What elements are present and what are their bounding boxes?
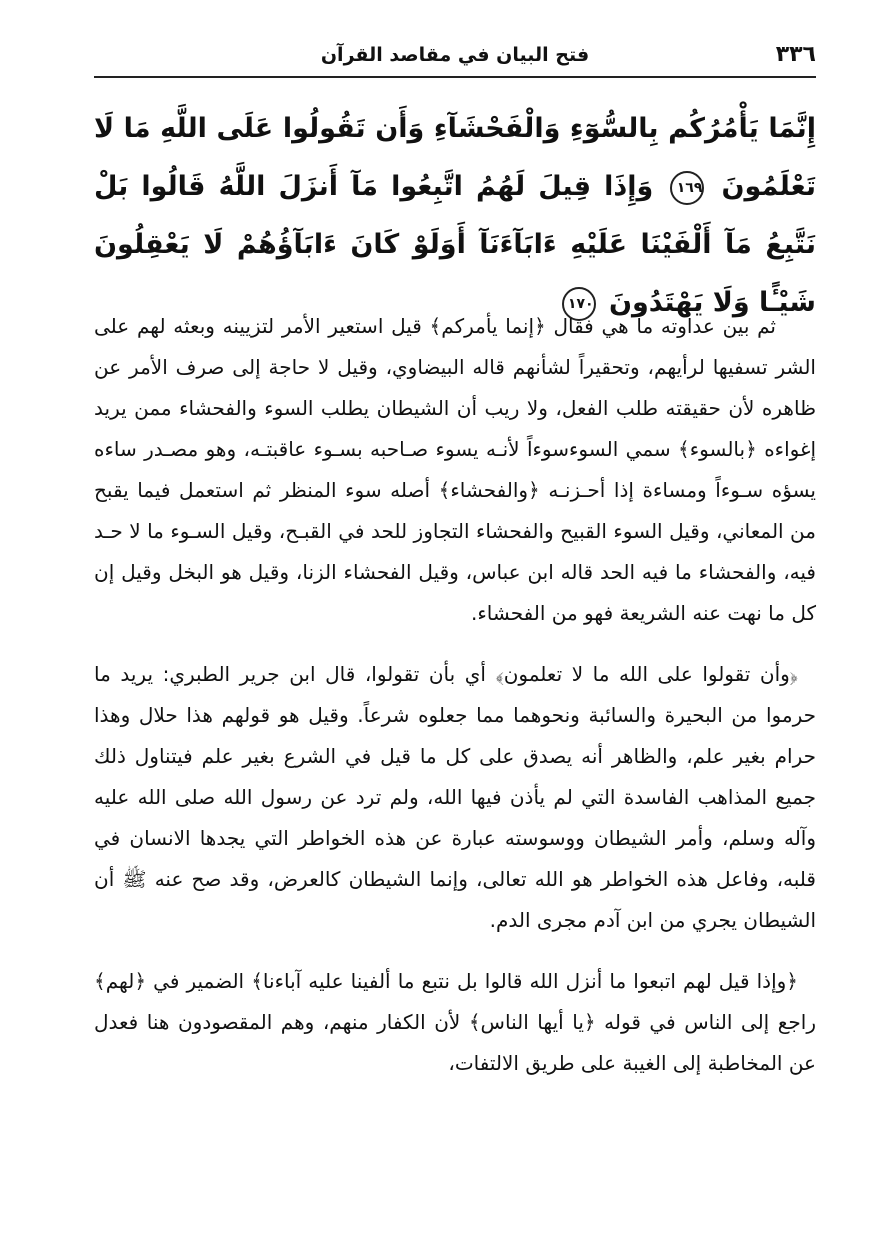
verse-text-169: إِنَّمَا يَأْمُرُكُم بِالسُّوٓءِ وَالْفَحْشَآءِ وَأَن تَقُولُوا عَلَى اللَّهِ مَا لَا تَعْلَمُونَ xyxy=(94,113,816,202)
commentary-paragraph: ﴿وإذا قيل لهم اتبعوا ما أنزل الله قالوا بل نتبع ما ألفينا عليه آباءنا﴾ الضمير في ﴿لهم﴾ راجع إلى الناس في قوله ﴿يا أيها الناس﴾ لأن الكفار منهم، وهم المقصودون هنا فعدل عن المخاطبة إلى الغيبة على طريق الالتفات، xyxy=(94,969,816,1075)
page-header xyxy=(94,40,816,76)
commentary-paragraph: ثم بين عداوته ما هي فقال ﴿إنما يأمركم﴾ قيل استعير الأمر لتزيينه وبعثه لهم على الشر تسفيها لرأيهم، وتحقيراً لشأنهم قاله البيضاوي، وقيل لا حاجة إلى صرف الأمر عن ظاهره لأن حقيقته طلب الفعل، ولا ريب أن الشيطان يطلب السوء والفحشاء ممن يريد إغواءه ﴿بالسوء﴾ سمي السوءسوءاً لأنـه يسوء صـاحبه بسـوء عاقبتـه، وهو مصـدر ساءه يسؤه سـوءاً ومساءة إذا أحـزنـه ﴿والفحشاء﴾ أصله سوء المنظر ثم استعمل فيما يقبح من المعاني، وقيل السوء القبيح والفحشاء التجاوز للحد في القبـح، وقيل السـوء ما لا حـد فيه، والفحشاء ما فيه الحد قاله ابن عباس، وقيل الفحشاء الزنا، وقيل هو البخل وقيل إن كل ما نهت عنه الشريعة فهو من الفحشاء. xyxy=(94,314,816,625)
running-title: فتح البيان في مقاصد القرآن xyxy=(320,44,590,66)
header-rule xyxy=(94,76,816,78)
page-number: ٣٣٦ xyxy=(775,42,816,67)
ayah-number-marker: ١٧٠ xyxy=(562,287,596,321)
ayah-number-marker: ١٦٩ xyxy=(670,171,704,205)
verse-text-170: وَإِذَا قِيلَ لَهُمُ اتَّبِعُوا مَآ أَنزَلَ اللَّهُ قَالُوا بَلْ نَتَّبِعُ مَآ أَلْفَيْنَا عَلَيْهِ ءَابَآءَنَآ أَوَلَوْ كَانَ ءَابَآؤُهُمْ لَا يَعْقِلُونَ شَيْـًٔا وَلَا يَهْتَدُونَ xyxy=(94,171,816,318)
quran-verse-block xyxy=(94,100,816,332)
commentary-body xyxy=(94,306,816,1102)
commentary-paragraph: ﴿وأن تقولوا على الله ما لا تعلمون﴾ أي بأن تقولوا، قال ابن جرير الطبري: يريد ما حرموا من البحيرة والسائبة ونحوهما مما جعلوه شرعاً. وقيل هو قولهم هذا حلال وهذا حرام بغير علم، والظاهر أنه يصدق على كل ما قيل في الشرع بغير علم فيتناول ذلك جميع المذاهب الفاسدة التي لم يأذن فيها الله، ولم ترد عن رسول الله صلى الله عليه وآله وسلم، وأمر الشيطان ووسوسته عبارة عن هذه الخواطر التي يجدها الانسان في قلبه، وفاعل هذه الخواطر هو الله تعالى، وإنما الشيطان كالعرض، وقد صح عنه ﷺ أن الشيطان يجري من ابن آدم مجرى الدم. xyxy=(94,662,816,932)
